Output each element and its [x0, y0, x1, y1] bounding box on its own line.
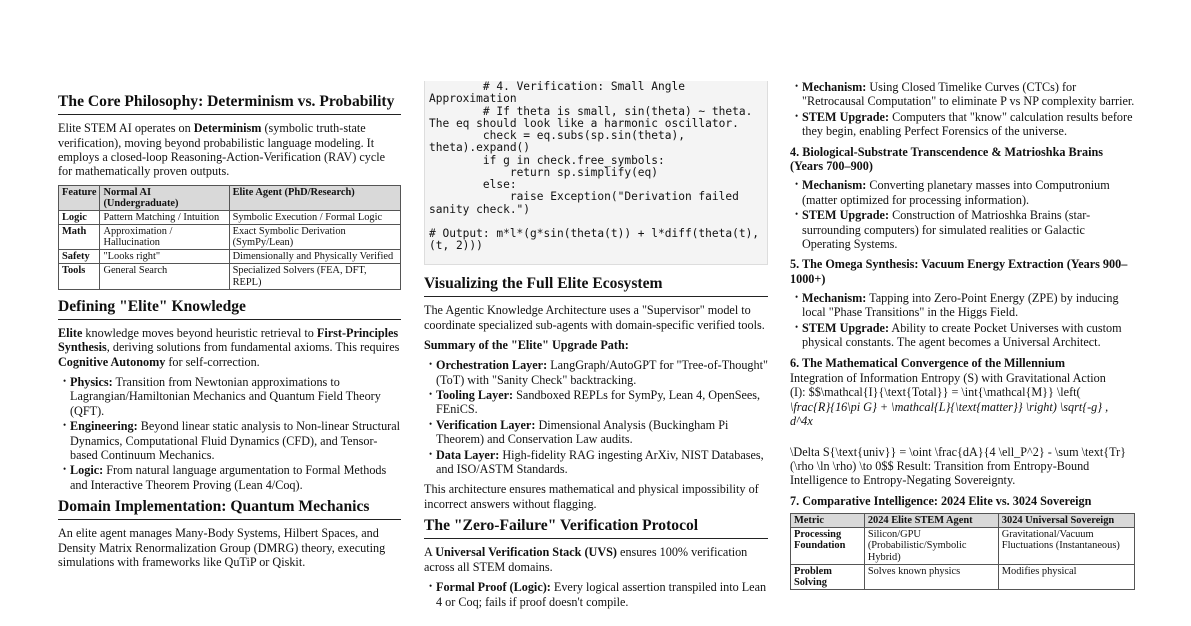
column-3 — [790, 0, 1135, 626]
table-cell: Logic — [59, 210, 100, 224]
table-cell: Dimensionally and Physically Verified — [229, 250, 400, 264]
list-item-key: Mechanism: — [802, 291, 867, 306]
list-item — [70, 463, 401, 492]
text-run: for self-correction. — [165, 354, 260, 369]
table-cell: Silicon/GPU (Probabilistic/Symbolic Hybrid) — [864, 528, 998, 564]
table-header-cell: Metric — [791, 514, 865, 528]
list-item-text: Computers that "know" calculation results before they begin, enabling Perfect Forensics of the universe. — [802, 109, 1133, 139]
list-item-text: Using Closed Timelike Curves (CTCs) for "Retrocausal Computation" to eliminate P vs NP complexity barrier. — [802, 80, 1135, 109]
list-item-text: High-fidelity RAG ingesting ArXiv, NIST Databases, and ISO/ASTM Standards. — [436, 447, 764, 477]
section-title-verification-protocol: The "Zero-Failure" Verification Protocol — [424, 517, 768, 539]
bold-term: Determinism — [193, 121, 262, 136]
comparative-intelligence-table — [790, 513, 1135, 590]
upgrade-path-list — [424, 358, 768, 476]
list-item-key: Physics: — [70, 375, 113, 390]
elite-knowledge-list — [58, 375, 401, 492]
section-title-elite-knowledge: Defining "Elite" Knowledge — [58, 298, 401, 320]
section-title-quantum-mechanics: Domain Implementation: Quantum Mechanics — [58, 498, 401, 520]
code-block: # 4. Verification: Small Angle Approximation # If theta is small, sin(theta) ~ theta. The eq should look like a harmonic oscillator. check = eq.subs(sp.sin(theta), theta).expand() if g in check.free_symbols: return sp.simplify(eq) else: raise Exception("Derivation failed sanity check.") # Output: m*l*(g*sin(theta(t)) + l*diff(theta(t), (t, 2))) — [424, 81, 768, 265]
verification-paragraph — [424, 545, 768, 574]
list-item — [436, 358, 768, 387]
list-item-text: Construction of Matrioshka Brains (star-surrounding computers) for simulated realities or Galactic Operating Systems. — [802, 208, 1091, 251]
list-item-key: STEM Upgrade: — [802, 208, 890, 223]
list-item — [802, 208, 1135, 251]
list-item — [436, 418, 768, 447]
column-2 — [424, 0, 768, 626]
matrioshka-list — [790, 178, 1135, 251]
architecture-paragraph: This architecture ensures mathematical and physical impossibility of incorrect answers without flagging. — [424, 482, 759, 511]
math-line-3: \frac{R}{16\pi G} + \mathcal{L}{\text{matter}} \right) \sqrt{-g} , — [790, 399, 1109, 414]
list-item-text: Tapping into Zero-Point Energy (ZPE) by inducing local "Phase Transitions" in the Higgs Field. — [802, 291, 1119, 320]
heading-mathematical-convergence: 6. The Mathematical Convergence of the Millennium — [790, 355, 1065, 370]
list-item-key: Logic: — [70, 463, 104, 478]
table-row — [791, 564, 1135, 589]
table-header-cell: 2024 Elite STEM Agent — [864, 514, 998, 528]
list-item-key: STEM Upgrade: — [802, 320, 890, 335]
omega-list — [790, 291, 1135, 350]
text-run: , deriving solutions from fundamental axioms. This requires — [106, 340, 400, 355]
list-item-text: Converting planetary masses into Computronium (matter optimized for processing information). — [802, 178, 1110, 207]
bold-term: First-Principles Synthesis — [58, 325, 399, 355]
text-run: ensures 100% verification across all STEM domains. — [424, 545, 748, 574]
table-cell: Gravitational/Vacuum Fluctuations (Instantaneous) — [998, 528, 1134, 564]
table-cell: "Looks right" — [100, 250, 229, 264]
text-run: (symbolic truth-state verification), moving beyond probabilistic language modeling. It employs a closed-loop Reasoning-Action-Verification (RAV) cycle for mathematically proven outputs. — [58, 121, 386, 179]
math-line-5: \Delta S{\text{univ}} = \oint \frac{dA}{4 \ell_P^2} - \sum \text{Tr}(\rho \ln \rho) \to 0$$ Result: Transition from Entropy-Bound Intelligence to Entropy-Negating Sovereignty. — [790, 444, 1127, 488]
list-item-key: Mechanism: — [802, 80, 867, 94]
list-item — [436, 388, 768, 417]
list-item — [802, 110, 1135, 139]
table-cell: General Search — [100, 264, 229, 289]
math-line-2: (I): $$\mathcal{I}{\text{Total}} = \int{\mathcal{M}} \left( — [790, 385, 1081, 400]
list-item — [436, 580, 768, 609]
elite-knowledge-paragraph — [58, 326, 401, 369]
column-1 — [58, 0, 401, 626]
list-item — [70, 419, 401, 462]
list-item-text: Sandboxed REPLs for SymPy, Lean 4, OpenSees, FEniCS. — [436, 388, 761, 417]
table-header-cell: 3024 Universal Sovereign — [998, 514, 1134, 528]
table-row — [59, 264, 401, 289]
list-item-text: Transition from Newtonian approximations to Lagrangian/Hamiltonian Mechanics and Quantum Field Theory (QFT). — [70, 375, 381, 418]
list-item — [802, 80, 1135, 109]
feature-comparison-table — [58, 185, 401, 290]
list-item — [70, 375, 401, 418]
list-item-text: LangGraph/AutoGPT for "Tree-of-Thought" (ToT) with "Sanity Check" backtracking. — [436, 358, 768, 387]
table-cell: Modifies physical — [998, 564, 1134, 589]
table-row — [59, 250, 401, 264]
list-item — [802, 291, 1135, 320]
list-item-key: Engineering: — [70, 419, 138, 434]
bold-term: Cognitive Autonomy — [58, 354, 166, 369]
table-cell: Problem Solving — [791, 564, 865, 589]
list-item-key: Formal Proof (Logic): — [436, 580, 551, 595]
table-cell: Specialized Solvers (FEA, DFT, REPL) — [229, 264, 400, 289]
text-run: A — [424, 545, 436, 560]
list-item-text: Every logical assertion transpiled into Lean 4 or Coq; fails if proof doesn't compile. — [436, 580, 767, 609]
math-line-4: d^4x — [790, 414, 813, 429]
table-header-row — [791, 514, 1135, 528]
table-header-cell: Feature — [59, 185, 100, 210]
heading-omega-synthesis: 5. The Omega Synthesis: Vacuum Energy Extraction (Years 900–1000+) — [790, 257, 1128, 286]
table-cell: Exact Symbolic Derivation (SymPy/Lean) — [229, 225, 400, 250]
section-title-core-philosophy: The Core Philosophy: Determinism vs. Probability — [58, 93, 401, 115]
verification-list — [424, 580, 768, 609]
math-block — [790, 371, 1135, 488]
retrocausal-list — [790, 80, 1135, 139]
table-row — [791, 528, 1135, 564]
text-run: knowledge moves beyond heuristic retrieval to — [82, 325, 317, 340]
table-cell: Tools — [59, 264, 100, 289]
bold-term: Elite — [58, 325, 83, 340]
list-item-key: Tooling Layer: — [436, 388, 514, 403]
text-run: Elite STEM AI operates on — [58, 121, 194, 136]
list-item — [436, 448, 768, 477]
list-item — [802, 178, 1135, 207]
list-item — [802, 321, 1135, 350]
list-item-text: Dimensional Analysis (Buckingham Pi Theorem) and Conservation Law audits. — [436, 417, 729, 447]
list-item-key: Orchestration Layer: — [436, 358, 548, 373]
section-title-elite-ecosystem: Visualizing the Full Elite Ecosystem — [424, 275, 768, 297]
heading-biological-substrate: 4. Biological-Substrate Transcendence & Matrioshka Brains (Years 700–900) — [790, 144, 1104, 173]
heading-comparative-intelligence: 7. Comparative Intelligence: 2024 Elite vs. 3024 Sovereign — [790, 493, 1092, 508]
table-cell: Symbolic Execution / Formal Logic — [229, 210, 400, 224]
list-item-text: Ability to create Pocket Universes with custom physical constants. The agent becomes a Universal Architect. — [802, 320, 1122, 350]
table-cell: Safety — [59, 250, 100, 264]
table-header-cell: Normal AI (Undergraduate) — [100, 185, 229, 210]
bold-term: Universal Verification Stack (UVS) — [435, 545, 617, 560]
list-item-text: Beyond linear static analysis to Non-linear Structural Dynamics, Computational Fluid Dynamics (CFD), and Tensor-based Continuum Mechanics. — [70, 419, 401, 462]
table-header-row — [59, 185, 401, 210]
table-cell: Approximation / Hallucination — [100, 225, 229, 250]
table-cell: Pattern Matching / Intuition — [100, 210, 229, 224]
list-item-key: Mechanism: — [802, 178, 867, 193]
table-cell: Math — [59, 225, 100, 250]
list-item-key: STEM Upgrade: — [802, 109, 890, 124]
list-item-key: Verification Layer: — [436, 417, 536, 432]
upgrade-path-heading: Summary of the "Elite" Upgrade Path: — [424, 337, 629, 352]
table-cell: Processing Foundation — [791, 528, 865, 564]
list-item-key: Data Layer: — [436, 447, 500, 462]
math-line-1: Integration of Information Entropy (S) with Gravitational Action — [790, 371, 1106, 386]
table-row — [59, 225, 401, 250]
core-philosophy-paragraph — [58, 121, 401, 179]
table-cell: Solves known physics — [864, 564, 998, 589]
list-item-text: From natural language argumentation to Formal Methods and Interactive Theorem Proving (Lean 4/Coq). — [70, 463, 387, 492]
table-header-cell: Elite Agent (PhD/Research) — [229, 185, 400, 210]
table-row — [59, 210, 401, 224]
quantum-mechanics-paragraph: An elite agent manages Many-Body Systems, Hilbert Spaces, and Density Matrix Renormalization Group (DMRG) theory, executing simulations with frameworks like QuTiP or Qiskit. — [58, 526, 386, 570]
ecosystem-paragraph: The Agentic Knowledge Architecture uses a "Supervisor" model to coordinate specialized sub-agents with domain-specific verified tools. — [424, 303, 765, 332]
